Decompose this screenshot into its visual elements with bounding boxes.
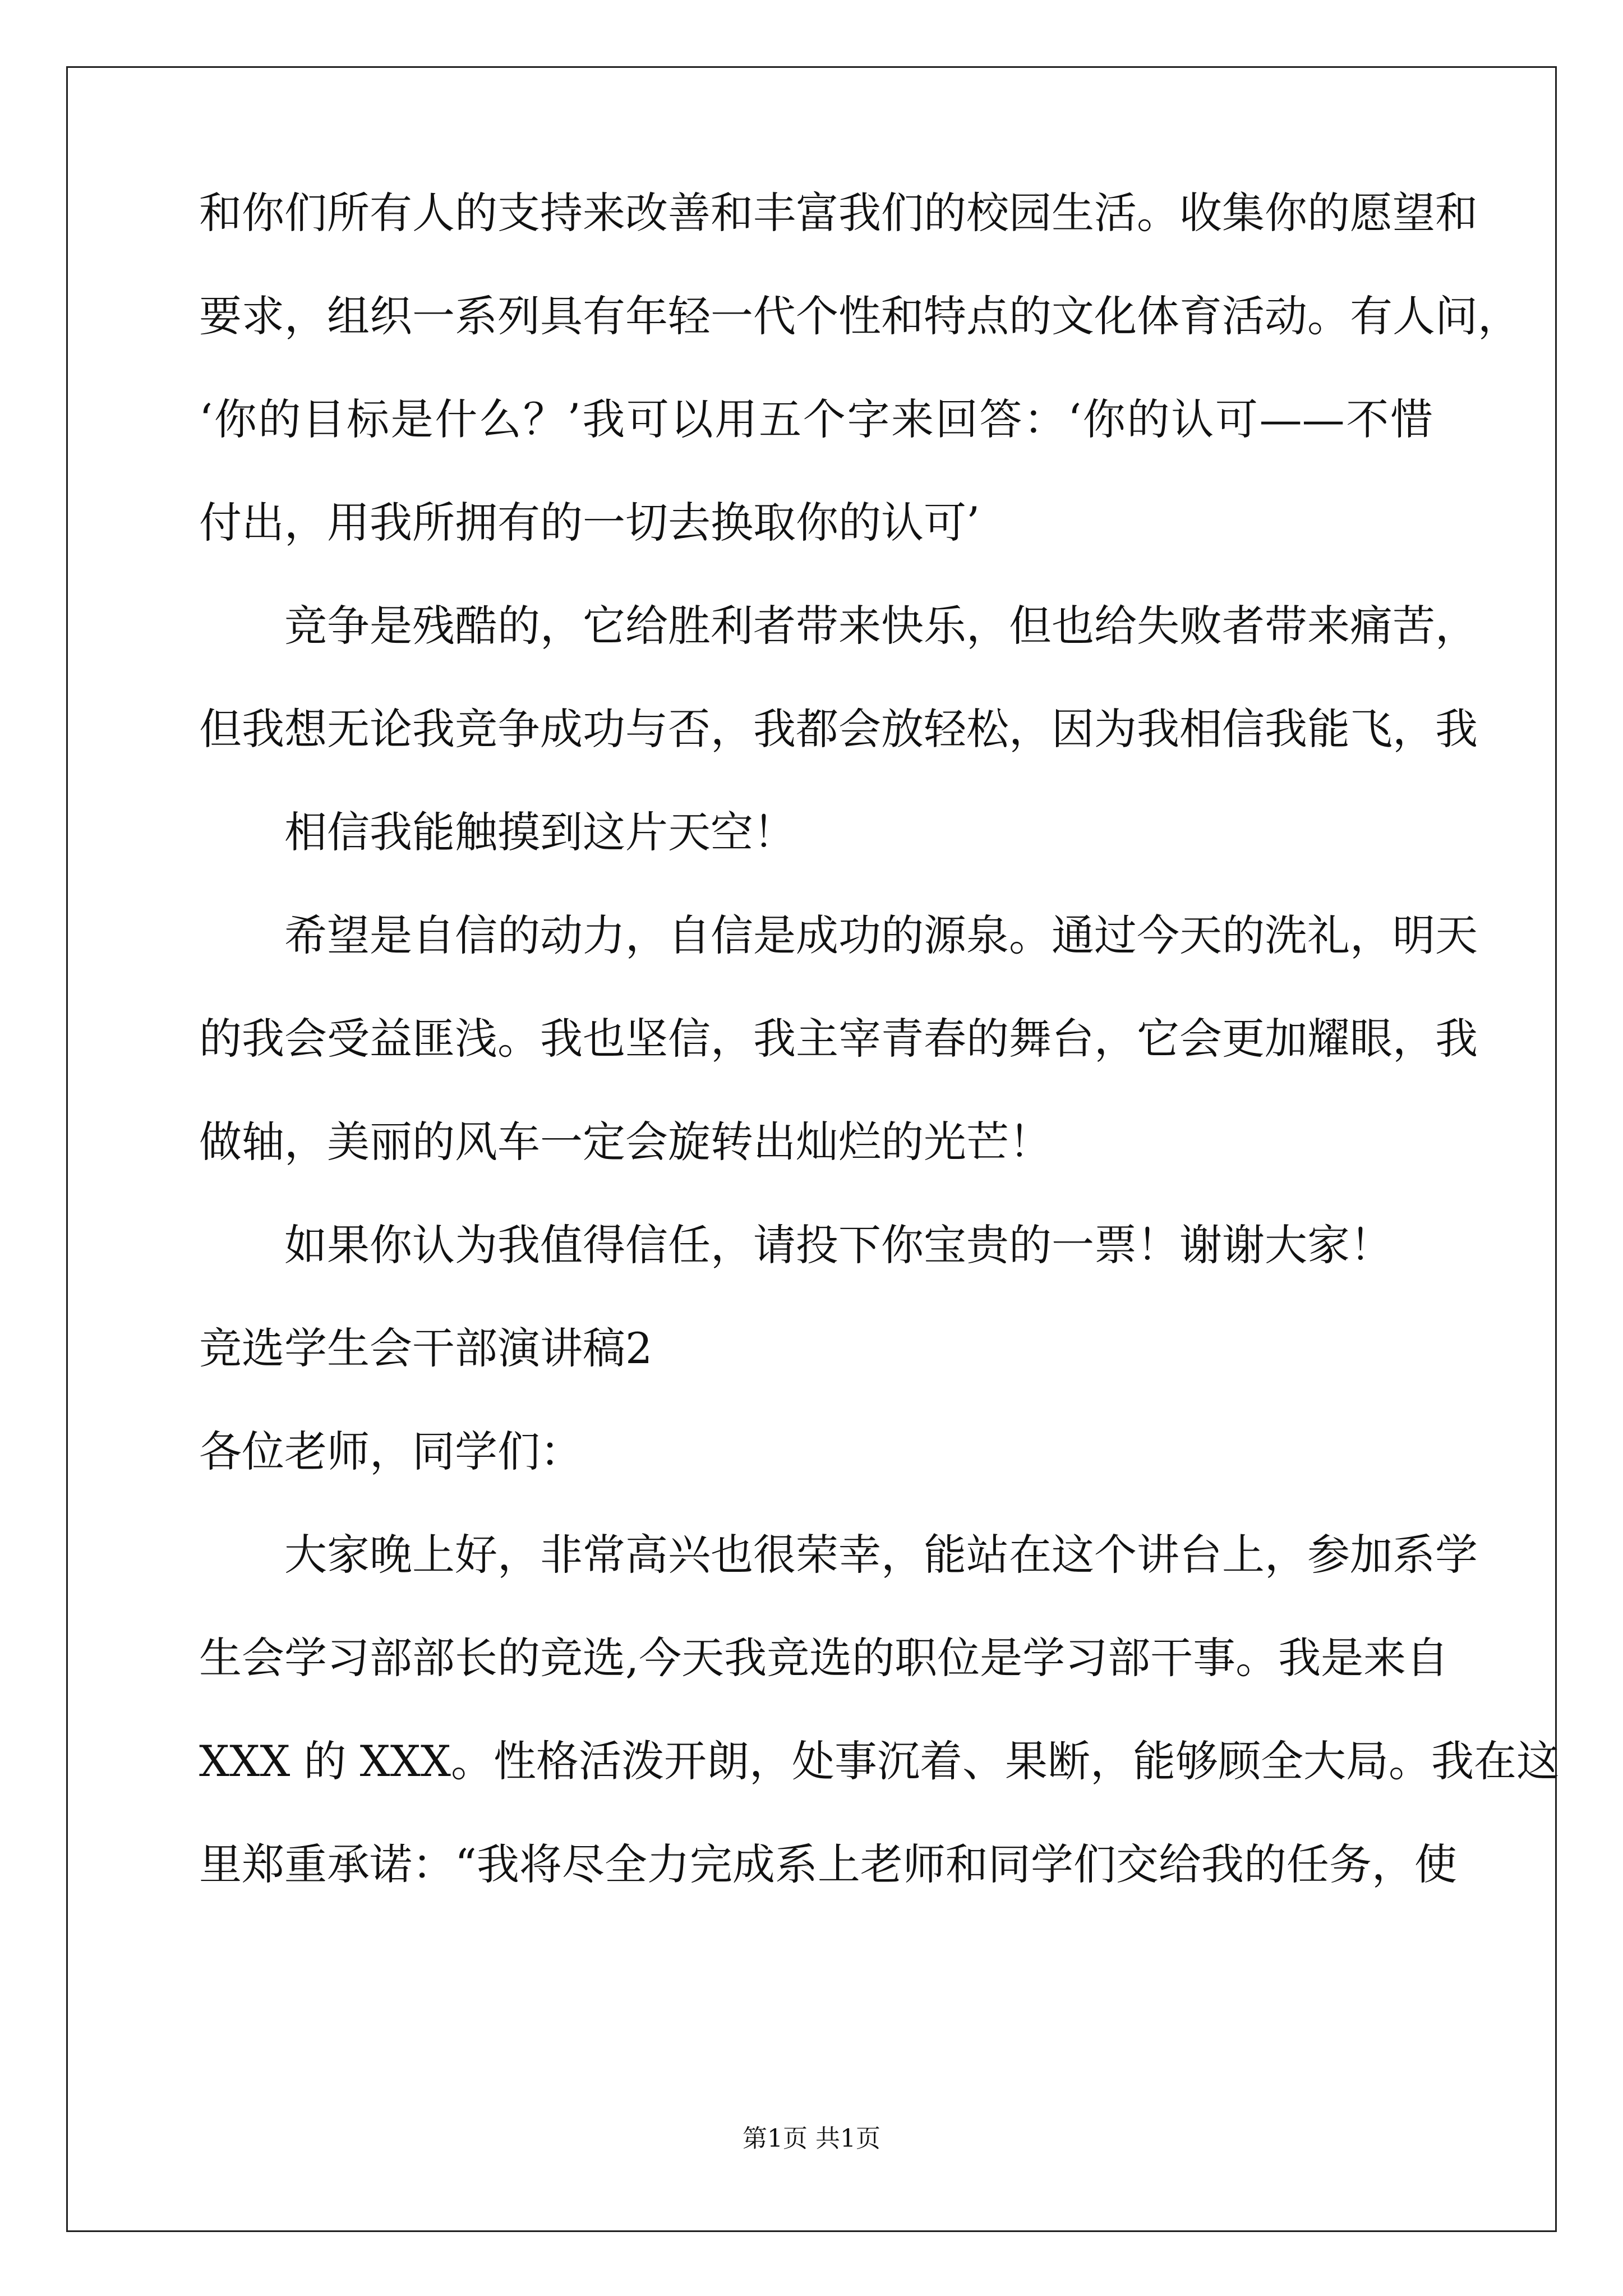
document-body — [199, 185, 1559, 1893]
paragraph-start-line: 希望是自信的动力，自信是成功的源泉。通过今天的洗礼，明天 — [284, 910, 1478, 960]
text-line: 里郑重承诺：“我将尽全力完成系上老师和同学们交给我的任务，使 — [199, 1839, 1457, 1889]
salutation: 各位老师，同学们： — [199, 1427, 583, 1476]
paragraph-start-line: 大家晚上好，非常高兴也很荣幸，能站在这个讲台上，参加系学 — [284, 1530, 1478, 1580]
text-line: 要求，组织一系列具有年轻一代个性和特点的文化体育活动。有人问， — [199, 291, 1520, 341]
text-line: ‘你的目标是什么？’我可以用五个字来回答：‘你的认可——不惜 — [199, 394, 1433, 444]
text-line: 的我会受益匪浅。我也坚信，我主宰青春的舞台，它会更加耀眼，我 — [199, 1014, 1478, 1064]
paragraph-start-line: 竞争是残酷的，它给胜利者带来快乐，但也给失败者带来痛苦， — [284, 601, 1478, 651]
text-line: 相信我能触摸到这片天空！ — [284, 807, 796, 857]
section-heading: 竞选学生会干部演讲稿2 — [199, 1323, 653, 1373]
text-line: 做轴，美丽的风车一定会旋转出灿烂的光芒！ — [199, 1117, 1052, 1167]
text-line: 付出，用我所拥有的一切去换取你的认可’ — [199, 498, 980, 547]
text-line: 但我想无论我竞争成功与否，我都会放轻松，因为我相信我能飞，我 — [199, 704, 1478, 754]
text-line: 生会学习部部长的竞选,今天我竞选的职位是学习部干事。我是来自 — [199, 1633, 1449, 1683]
page-footer: 第1页 共1页 — [743, 2124, 880, 2153]
text-line: 和你们所有人的支持来改善和丰富我们的校园生活。收集你的愿望和 — [199, 188, 1478, 238]
paragraph-start-line: 如果你认为我值得信任，请投下你宝贵的一票！谢谢大家！ — [284, 1220, 1393, 1270]
text-line: XXX 的 XXX。性格活泼开朗，处事沉着、果断，能够顾全大局。我在这 — [199, 1736, 1559, 1786]
